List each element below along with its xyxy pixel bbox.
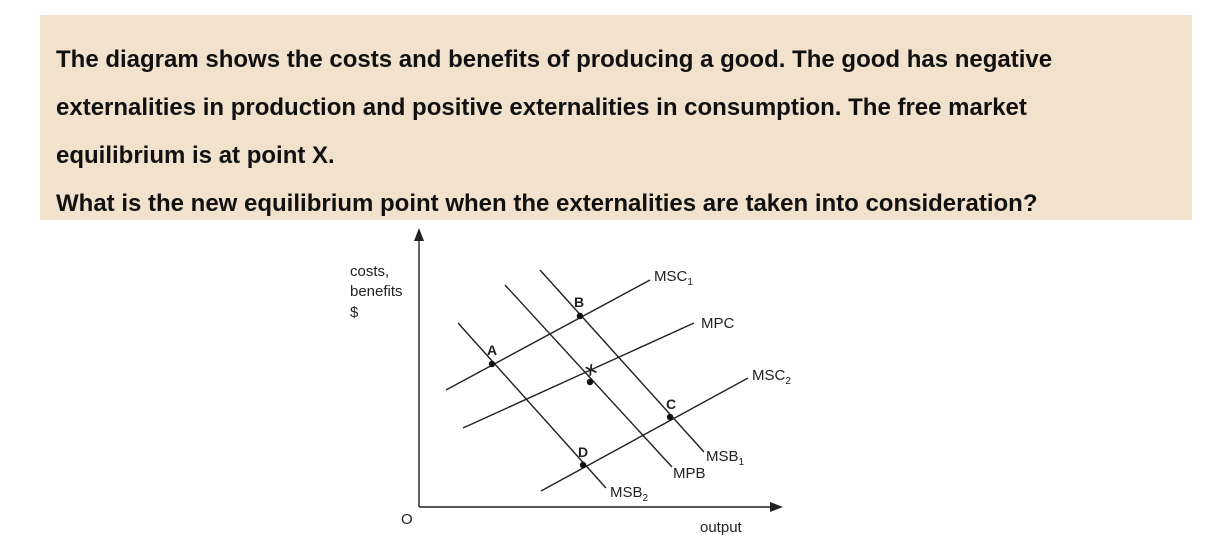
point-d-label: D [578,444,589,460]
y-axis-label-line3: $ [350,304,359,321]
point-x-marker [587,379,593,385]
question-line-2: externalities in production and positive externalities in consumption. The free market [56,94,1027,121]
point-c-marker [667,414,673,420]
msc1-label: $MSC_1$ [654,268,693,288]
question-prompt: What is the new equilibrium point when the externalities are taken into consideration? [56,190,1038,217]
y-axis-label-line2: benefits [350,283,403,300]
x-axis-arrowhead [770,502,783,512]
mpb-label: MPB [673,465,706,482]
y-axis-label-line1: costs, [350,263,390,280]
point-c-label: C [666,396,677,412]
x-axis-label: output [700,519,742,536]
y-axis-arrowhead [414,228,424,241]
mpc-label: MPC [701,315,735,332]
msc2-label: $MSC_2$ [752,367,791,387]
mpc-curve [463,323,694,428]
question-line-3: equilibrium is at point X. [56,142,335,169]
msb1-label: $MSB_1$ [706,448,745,468]
point-b-marker [577,313,583,319]
msb2-label: $MSB_2$ [610,484,649,504]
point-a-marker [489,361,495,367]
question-line-1: The diagram shows the costs and benefits of producing a good. The good has negative [56,46,1053,73]
point-d-marker [580,462,586,468]
msc1-curve [446,280,650,390]
msc2-curve [541,378,748,491]
point-a-label: A [487,342,498,358]
point-b-label: B [574,294,585,310]
msb1-curve [540,270,704,452]
origin-label: O [401,511,413,528]
point-x-label: X [582,360,599,379]
